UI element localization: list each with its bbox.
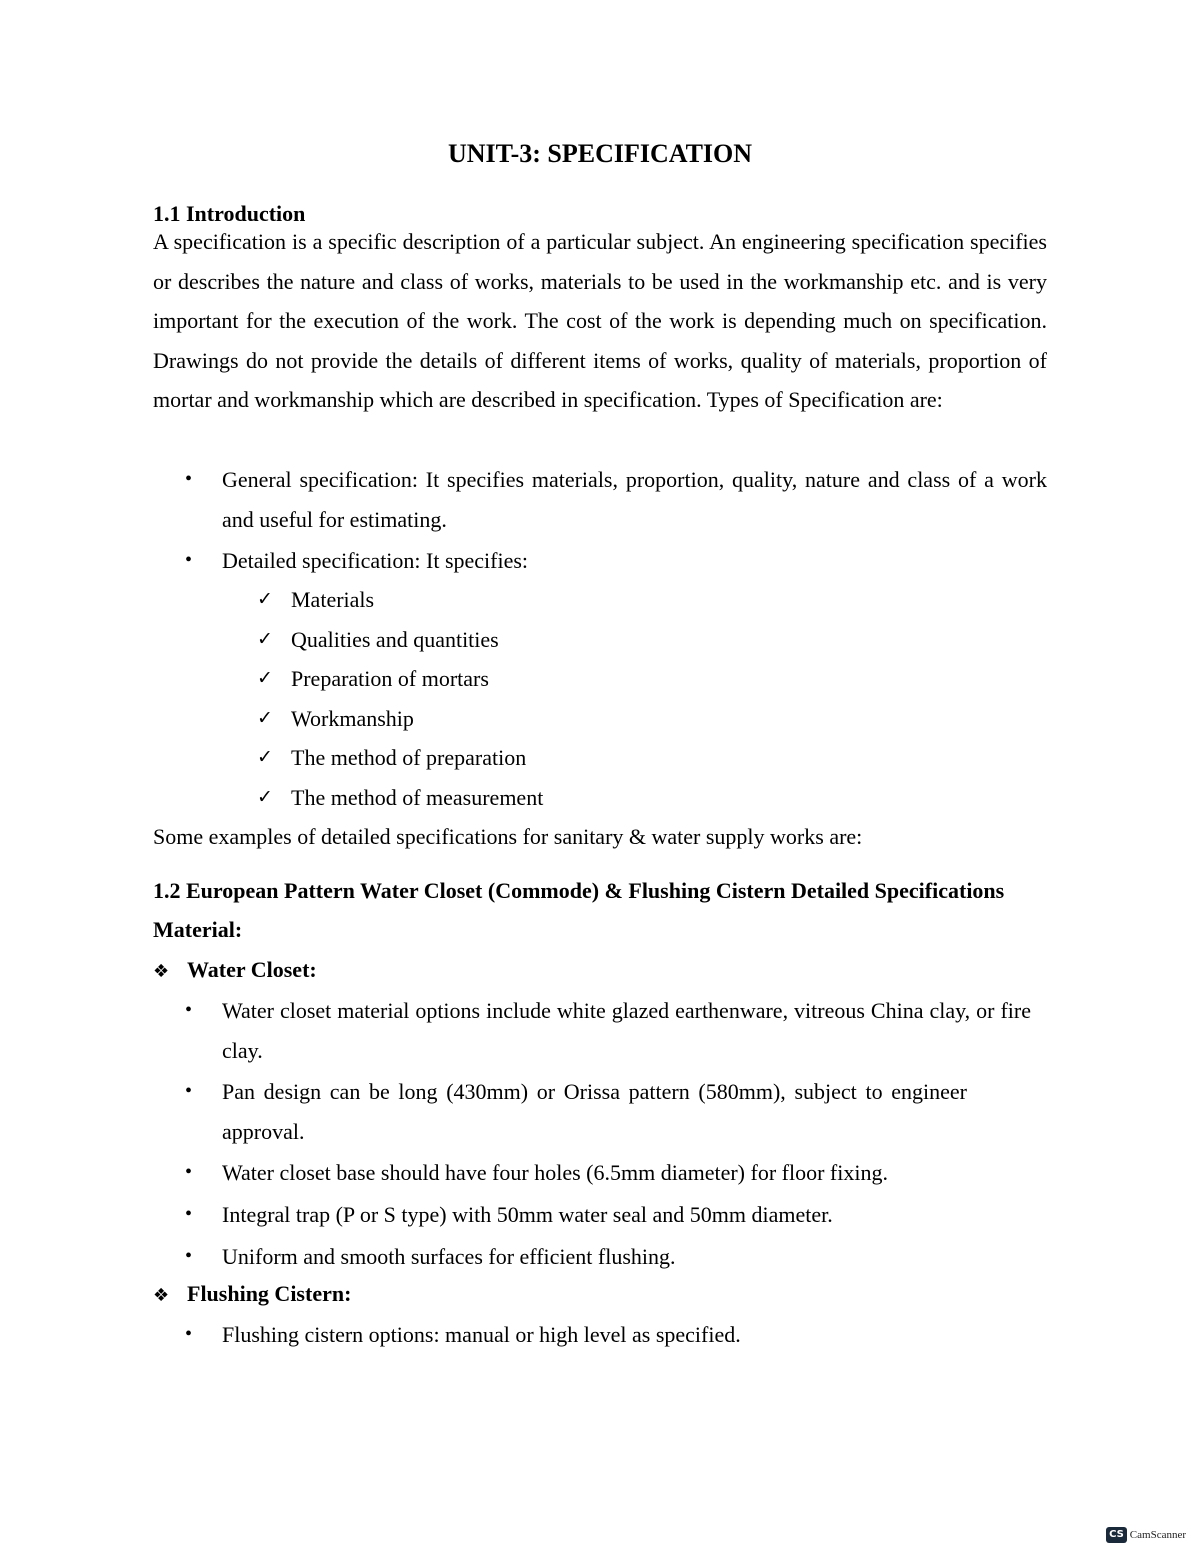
list-item: • Water closet base should have four holes (6.5mm diameter) for floor fixing.: [153, 1153, 1047, 1193]
checkmark-icon: ✓: [257, 785, 273, 808]
list-item: • Water closet material options include white glazed earthenware, vitreous China clay, or fire clay.: [153, 991, 1047, 1070]
specification-types-list: [153, 460, 1047, 581]
checkmark-icon: ✓: [257, 588, 273, 610]
intro-paragraph: A specification is a specific description of a particular subject. An engineering specification specifies or describes the nature and class of works, materials to be used in the workmanship etc. and is very important for the execution of the work. The cost of the work is depending much on specification. Drawings do not provide the details of different items of works, quality of materials, proportion of mortar and workmanship which are described in specification. Types of Specification are:: [153, 229, 1047, 413]
bullet-icon: •: [185, 999, 193, 1021]
checkmark-icon: ✓: [257, 627, 273, 650]
section-heading-water-closet-specifications: 1.2 European Pattern Water Closet (Commode) & Flushing Cistern Detailed Specifications: [153, 878, 1005, 903]
bullet-icon: •: [185, 468, 193, 490]
bullet-icon: •: [185, 549, 193, 572]
bullet-icon: •: [185, 1323, 193, 1345]
camscanner-watermark: [1106, 1527, 1186, 1543]
flushing-cistern-heading: ❖ Flushing Cistern:: [153, 1280, 351, 1310]
list-item: ✓ Qualities and quantities: [153, 620, 543, 660]
material-label: Material:: [153, 917, 243, 942]
checkmark-icon: ✓: [257, 706, 273, 729]
section-heading-introduction: 1.1 Introduction: [153, 201, 306, 226]
camscanner-logo: CS: [1106, 1527, 1127, 1543]
bullet-icon: •: [185, 1244, 193, 1267]
list-item: • Pan design can be long (430mm) or Orissa pattern (580mm), subject to engineer approval.: [153, 1072, 1047, 1151]
list-item: ✓ The method of preparation: [153, 738, 543, 778]
list-item: ✓ Preparation of mortars: [153, 659, 543, 699]
detailed-specification-list: [153, 580, 543, 818]
list-item: • General specification: It specifies materials, proportion, quality, nature and class of a work and useful for estimating.: [153, 460, 1047, 539]
water-closet-list: [153, 991, 1047, 1276]
bullet-icon: •: [185, 1080, 193, 1103]
examples-line: Some examples of detailed specifications for sanitary & water supply works are:: [153, 824, 863, 849]
list-item: • Uniform and smooth surfaces for efficient flushing.: [153, 1237, 1047, 1277]
diamond-bullet-icon: ❖: [153, 1285, 170, 1306]
list-item: • Flushing cistern options: manual or high level as specified.: [153, 1315, 1047, 1355]
water-closet-heading: ❖ Water Closet:: [153, 956, 317, 986]
checkmark-icon: ✓: [257, 746, 273, 769]
bullet-icon: •: [185, 1202, 193, 1225]
list-item: ✓ The method of measurement: [153, 778, 543, 818]
list-item: • Detailed specification: It specifies:: [153, 541, 1047, 581]
flushing-cistern-list: [153, 1315, 1047, 1355]
camscanner-name: CamScanner: [1129, 1529, 1186, 1541]
list-item: • Integral trap (P or S type) with 50mm water seal and 50mm diameter.: [153, 1195, 1047, 1235]
list-item: ✓ Workmanship: [153, 699, 543, 739]
page-title: UNIT-3: SPECIFICATION: [447, 139, 753, 168]
checkmark-icon: ✓: [257, 667, 273, 690]
bullet-icon: •: [185, 1161, 193, 1184]
list-item: ✓ Materials: [153, 580, 543, 620]
diamond-bullet-icon: ❖: [153, 961, 170, 982]
